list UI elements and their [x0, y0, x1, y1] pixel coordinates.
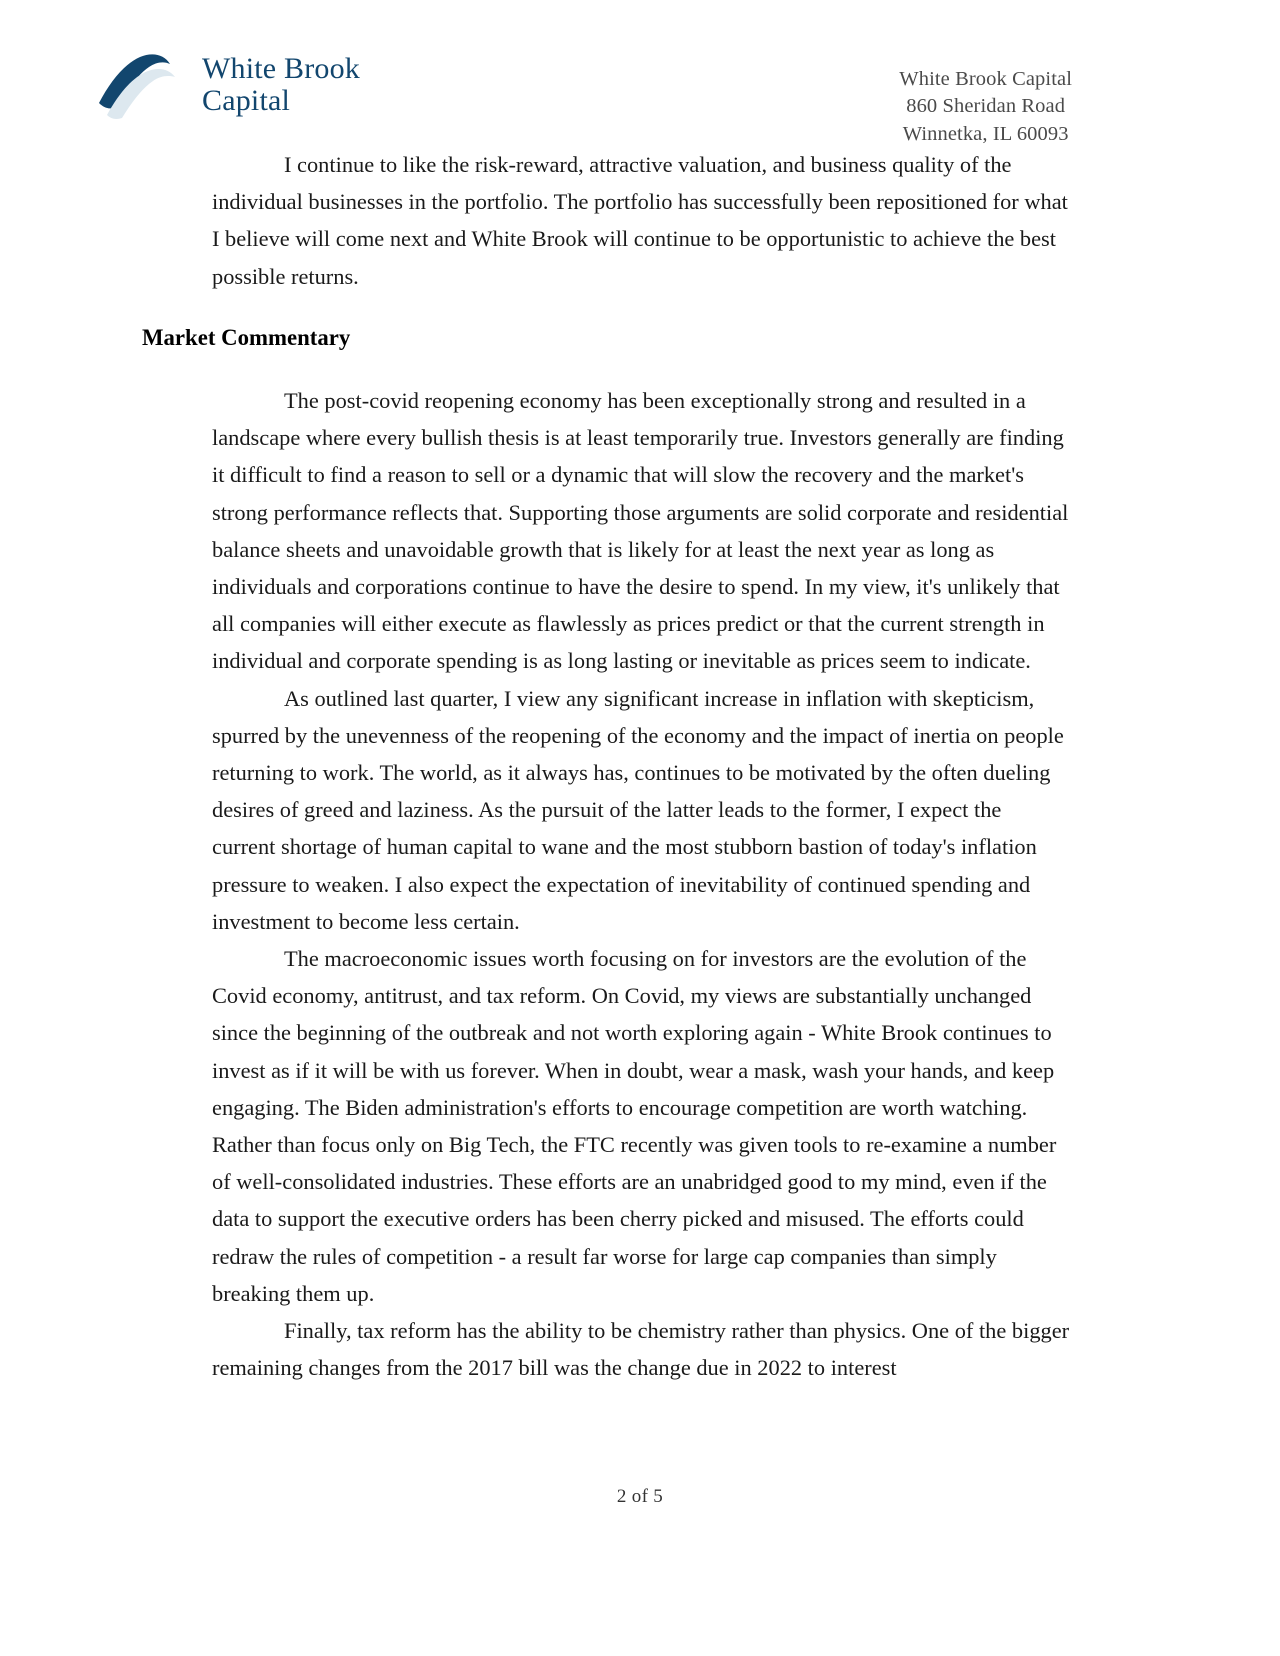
letterhead: [0, 44, 1280, 144]
logo-wordmark: [202, 53, 360, 117]
page-title: Market Commentary: [142, 324, 351, 350]
paragraph-macroeconomic-issues: The macroeconomic issues worth focusing on for investors are the evolution of the Covid economy, antitrust, and tax reform. On Covid, my views are substantially unchanged since the beginning of the outbreak and not worth exploring again - White Brook continues to invest as if it will be with us forever. When in doubt, wear a mask, wash your hands, and keep engaging. The Biden administration's efforts to encourage competition are worth watching. Rather than focus only on Big Tech, the FTC recently was given tools to re-examine a number of well-consolidated industries. These efforts are an unabridged good to my mind, even if the data to support the executive orders has been cherry picked and misused. The efforts could redraw the rules of competition - a result far worse for large cap companies than simply breaking them up.: [212, 946, 1057, 1306]
paragraph-post-covid-reopening: The post-covid reopening economy has been exceptionally strong and resulted in a landscape where every bullish thesis is at least temporarily true. Investors generally are finding it difficult to find a reason to sell or a dynamic that will slow the recovery and the market's strong performance reflects that. Supporting those arguments are solid corporate and residential balance sheets and unavoidable growth that is likely for at least the next year as long as individuals and corporations continue to have the desire to spend. In my view, it's unlikely that all companies will either execute as flawlessly as prices predict or that the current strength in individual and corporate spending is as long lasting or inevitable as prices seem to indicate.: [212, 388, 1069, 674]
paragraph-portfolio-outlook: I continue to like the risk-reward, attractive valuation, and business quality of the individual businesses in the portfolio. The portfolio has successfully been repositioned for what I believe will come next and White Brook will continue to be opportunistic to achieve the best possible returns.: [212, 152, 1068, 289]
logo-wordmark-line2: Capital: [202, 84, 291, 117]
letter-body: [142, 146, 1070, 1387]
address-company: White Brook Capital: [899, 68, 1072, 90]
wave-swoosh-logo-icon: [96, 48, 192, 122]
company-logo: [96, 48, 360, 122]
letterhead-address: [899, 66, 1072, 148]
paragraph-tax-reform: Finally, tax reform has the ability to be chemistry rather than physics. One of the bigger remaining changes from the 2017 bill was the change due in 2022 to interest: [212, 1318, 1070, 1381]
page-number-footer: [0, 1486, 1280, 1508]
spacer: [212, 295, 1070, 319]
spacer: [212, 356, 1070, 382]
address-street: 860 Sheridan Road: [906, 95, 1066, 118]
logo-wordmark-line1: White Brook: [202, 52, 361, 86]
address-city-state-zip: Winnetka, IL 60093: [902, 122, 1069, 145]
page-number-label: 2 of 5: [616, 1486, 664, 1507]
paragraph-inflation-skepticism: As outlined last quarter, I view any significant increase in inflation with skepticism, spurred by the unevenness of the reopening of the economy and the impact of inertia on people returning to work. The world, as it always has, continues to be motivated by the often dueling desires of greed and laziness. As the pursuit of the latter leads to the former, I expect the current shortage of human capital to wane and the most stubborn bastion of today's inflation pressure to weaken. I also expect the expectation of inevitability of continued spending and investment to become less certain.: [212, 685, 1064, 934]
